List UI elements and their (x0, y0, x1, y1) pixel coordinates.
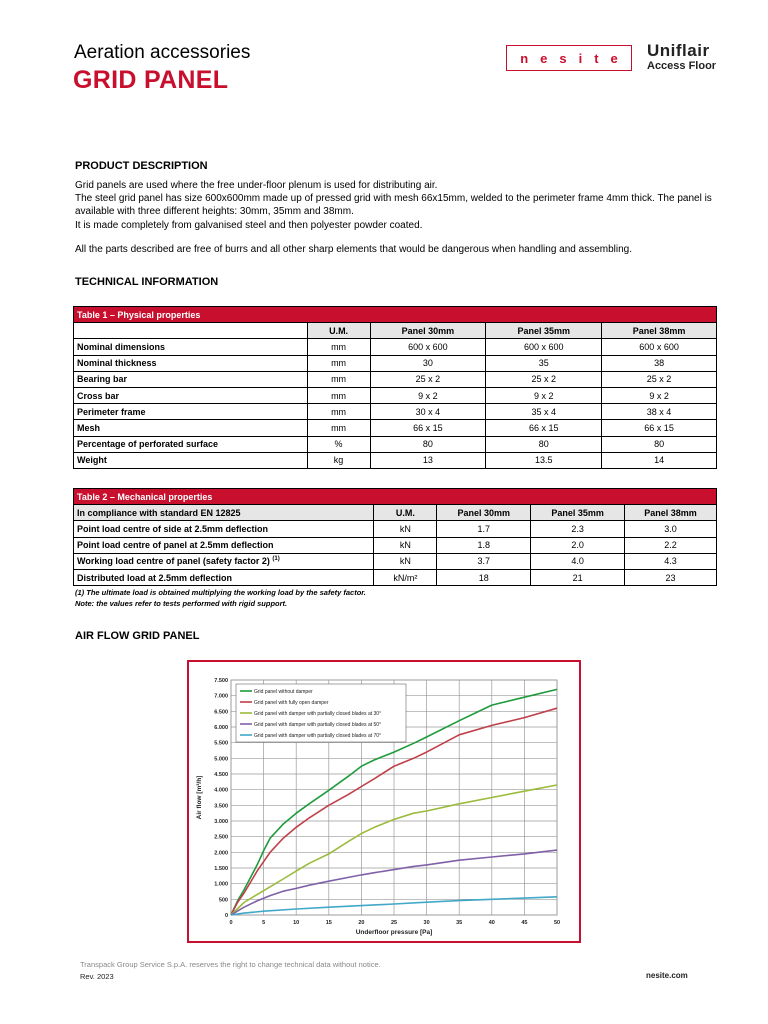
table-cell: 23 (625, 569, 717, 585)
table-cell-label: Weight (74, 452, 308, 468)
table-row (74, 436, 717, 452)
table-cell: 2.3 (531, 521, 625, 537)
table1-header-um: U.M. (307, 323, 370, 339)
table-row (74, 387, 717, 403)
table-cell-label: Point load centre of side at 2.5mm deflection (74, 521, 374, 537)
table-cell: kN (374, 553, 437, 569)
table-cell: 13 (370, 452, 486, 468)
table-cell: 25 x 2 (370, 371, 486, 387)
table-cell: 30 x 4 (370, 404, 486, 420)
table-cell: mm (307, 404, 370, 420)
table-cell: kN/m² (374, 569, 437, 585)
y-tick-label: 3.500 (214, 803, 228, 810)
nesite-logo-text: nesite (520, 50, 630, 66)
y-tick-label: 0 (224, 913, 228, 919)
y-tick-label: 1.500 (214, 866, 228, 872)
table1-title: Table 1 – Physical properties (74, 307, 717, 323)
footnote-2: Note: the values refer to tests performed with rigid support. (75, 598, 288, 608)
table-row (74, 420, 717, 436)
table1-header-panel38: Panel 38mm (602, 323, 717, 339)
table-cell: mm (307, 355, 370, 371)
table-row (74, 553, 717, 569)
table1-header-panel30: Panel 30mm (370, 323, 486, 339)
y-tick-label: 5.000 (214, 756, 228, 763)
table-cell-label: Nominal dimensions (74, 339, 308, 355)
description-line-2: The steel grid panel has size 600x600mm made up of pressed grid with mesh 66x15mm, welded to the perimeter frame 4mm thick. The panel is available with three different heights: 30mm, 35mm and 38mm. (75, 193, 712, 218)
legend-entry: Grid panel with damper with partially closed blades at 30° (254, 711, 382, 717)
table-row (74, 452, 717, 468)
y-tick-label: 3.000 (214, 819, 228, 825)
y-tick-label: 6.000 (214, 725, 228, 731)
x-tick-label: 45 (521, 920, 528, 926)
table-cell-label: Perimeter frame (74, 404, 308, 420)
physical-properties-table (73, 306, 717, 469)
y-tick-label: 500 (218, 897, 228, 904)
legend-entry: Grid panel with damper with partially closed blades at 70° (254, 733, 382, 739)
y-axis-label: Air flow [m³/h] (196, 775, 203, 820)
table-cell-label: Point load centre of panel at 2.5mm deflection (74, 537, 374, 553)
footnote-marker: (1) (272, 556, 280, 563)
table-row (74, 339, 717, 355)
table-cell: mm (307, 371, 370, 387)
table2-header-panel30: Panel 30mm (437, 505, 531, 521)
y-tick-label: 7.000 (214, 693, 228, 700)
table-cell-label: Nominal thickness (74, 355, 308, 371)
legend-entry: Grid panel with damper with partially closed blades at 50° (254, 722, 382, 728)
table-cell-label: Distributed load at 2.5mm deflection (74, 569, 374, 585)
table-cell-label (74, 553, 374, 569)
table1-header-blank (74, 323, 308, 339)
y-tick-label: 1.000 (214, 881, 228, 888)
x-tick-label: 35 (456, 920, 463, 926)
table-cell: kg (307, 452, 370, 468)
table-cell: 38 (602, 355, 717, 371)
footer-left (80, 959, 381, 983)
technical-information-heading: TECHNICAL INFORMATION (75, 276, 219, 288)
y-tick-label: 5.500 (214, 740, 228, 747)
x-axis-label: Underfloor pressure [Pa] (355, 929, 433, 936)
uniflair-logo-name: Uniflair (647, 41, 710, 60)
air-flow-heading: AIR FLOW GRID PANEL (75, 630, 200, 642)
table-cell: 600 x 600 (370, 339, 486, 355)
mechanical-properties-table (73, 488, 717, 586)
table1-header-panel35: Panel 35mm (486, 323, 602, 339)
table-cell: mm (307, 420, 370, 436)
x-tick-label: 5 (262, 920, 266, 926)
table-cell: 9 x 2 (486, 387, 602, 403)
air-flow-chart (189, 662, 579, 941)
table-cell: 4.0 (531, 553, 625, 569)
table-cell: 13.5 (486, 452, 602, 468)
x-tick-label: 25 (390, 920, 398, 926)
table-cell: 80 (370, 436, 486, 452)
description-line-1: Grid panels are used where the free under-floor plenum is used for distributing air. (75, 180, 438, 191)
document-title: GRID PANEL (73, 66, 229, 94)
y-tick-label: 4.000 (214, 787, 228, 794)
table-row (74, 537, 717, 553)
table-row (74, 569, 717, 585)
table-cell: mm (307, 339, 370, 355)
x-tick-label: 30 (423, 920, 430, 926)
table-row (74, 521, 717, 537)
product-description-heading: PRODUCT DESCRIPTION (75, 160, 208, 172)
y-tick-label: 6.500 (214, 709, 228, 716)
x-tick-label: 0 (229, 920, 233, 926)
air-flow-chart-frame (187, 660, 581, 943)
y-tick-label: 2.000 (214, 850, 228, 857)
table-cell: 66 x 15 (370, 420, 486, 436)
table2-header-standard: In compliance with standard EN 12825 (74, 505, 374, 521)
uniflair-logo (647, 42, 716, 72)
table2-title: Table 2 – Mechanical properties (74, 489, 717, 505)
table-cell-label: Cross bar (74, 387, 308, 403)
table-cell-label: Bearing bar (74, 371, 308, 387)
table2-header-um: U.M. (374, 505, 437, 521)
x-tick-label: 15 (325, 920, 332, 926)
table-cell: 18 (437, 569, 531, 585)
table-row (74, 371, 717, 387)
table-cell: 2.0 (531, 537, 625, 553)
x-tick-label: 10 (293, 920, 300, 926)
table-cell: 25 x 2 (486, 371, 602, 387)
table-cell: % (307, 436, 370, 452)
table-cell: 21 (531, 569, 625, 585)
footer-revision: Rev. 2023 (80, 972, 114, 981)
y-tick-label: 2.500 (214, 834, 228, 841)
description-line-3: It is made completely from galvanised steel and then polyester powder coated. (75, 219, 423, 231)
footer-site: nesite.com (646, 971, 688, 980)
document-subtitle: Aeration accessories (74, 42, 251, 63)
table2-notes (75, 588, 366, 609)
footer-disclaimer: Transpack Group Service S.p.A. reserves the right to change technical data without notice. (80, 960, 381, 969)
nesite-logo (506, 45, 632, 71)
y-tick-label: 7.500 (214, 678, 228, 684)
table-row (74, 404, 717, 420)
table-cell-label: Percentage of perforated surface (74, 436, 308, 452)
description-line-4: All the parts described are free of burrs and all other sharp elements that would be dangerous when handling and assembling. (75, 244, 633, 255)
table2-header-panel35: Panel 35mm (531, 505, 625, 521)
table-cell-label: Mesh (74, 420, 308, 436)
x-tick-label: 40 (488, 920, 495, 926)
table-cell: kN (374, 537, 437, 553)
table-cell: 1.7 (437, 521, 531, 537)
product-description-text (75, 179, 720, 232)
legend-entry: Grid panel with fully open damper (254, 700, 329, 706)
table-cell: 1.8 (437, 537, 531, 553)
table-cell: 25 x 2 (602, 371, 717, 387)
footnote-1: (1) The ultimate load is obtained multiplying the working load by the safety factor. (75, 588, 366, 597)
table-cell: 66 x 15 (602, 420, 717, 436)
table-cell: 80 (486, 436, 602, 452)
table-cell: 9 x 2 (602, 387, 717, 403)
x-tick-label: 50 (553, 920, 561, 926)
table-cell: 2.2 (625, 537, 717, 553)
table-cell: 30 (370, 355, 486, 371)
table-row (74, 355, 717, 371)
x-tick-label: 20 (358, 920, 365, 926)
table-cell: 3.7 (437, 553, 531, 569)
table-cell: 80 (602, 436, 717, 452)
legend-entry: Grid panel without damper (254, 689, 313, 695)
table-cell: 14 (602, 452, 717, 468)
table-cell: 9 x 2 (370, 387, 486, 403)
table-cell: 35 x 4 (486, 404, 602, 420)
table-cell: 600 x 600 (602, 339, 717, 355)
y-tick-label: 4.500 (214, 772, 228, 778)
table2-header-panel38: Panel 38mm (625, 505, 717, 521)
row-label-text: Working load centre of panel (safety factor 2) (77, 556, 270, 567)
table-cell: 3.0 (625, 521, 717, 537)
table-cell: 38 x 4 (602, 404, 717, 420)
table-cell: 4.3 (625, 553, 717, 569)
uniflair-logo-tagline: Access Floor (647, 60, 717, 72)
table-cell: 66 x 15 (486, 420, 602, 436)
table-cell: 35 (486, 355, 602, 371)
table-cell: kN (374, 521, 437, 537)
table-cell: 600 x 600 (486, 339, 602, 355)
table-cell: mm (307, 387, 370, 403)
